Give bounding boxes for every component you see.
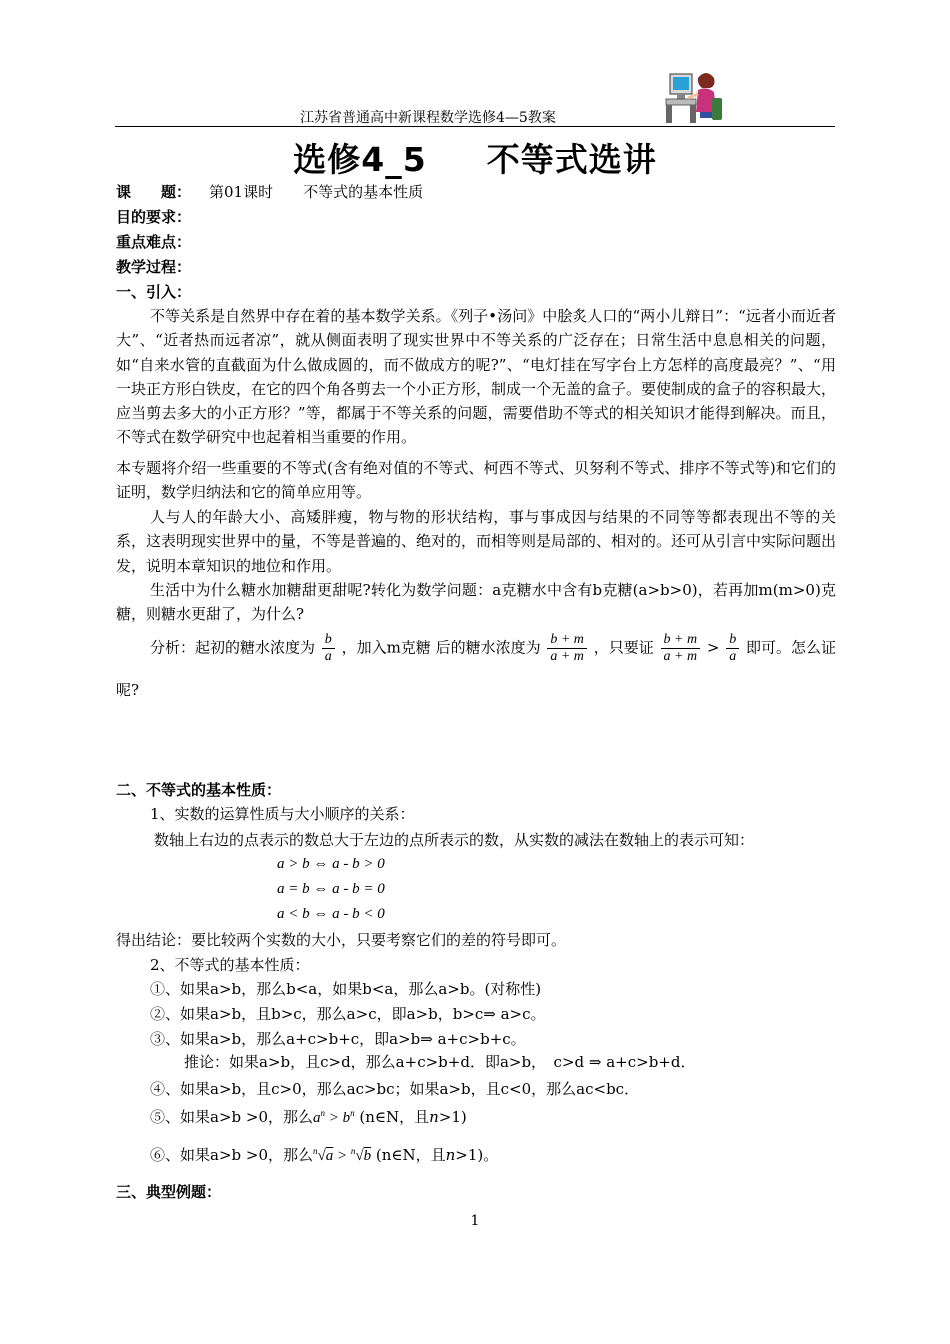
conclusion: 得出结论：要比较两个实数的大小，只要考察它们的差的符号即可。 <box>116 931 567 949</box>
property-6: ⑥、如果a>b >0，那么$^n$√a > $^n$√b (n∈N，且n>1)。 <box>150 1146 499 1164</box>
intro-paragraph-3: 人与人的年龄大小、高矮胖瘦，物与物的形状结构，事与事成因与结果的不同等等都表现出不等的关系，这表明现实世界中的量，不等是普遍的、绝对的，而相等则是局部的、相对的。还可从引言中实际问题出发，说明本章知识的地位和作用。 <box>116 508 837 575</box>
analysis-text-a: 分析：起初的糖水浓度为 <box>150 638 316 657</box>
running-header: 江苏省普通高中新课程数学选修4—5教案 <box>300 110 556 126</box>
lesson-line <box>116 180 423 204</box>
property-2: ②、如果a>b，且b>c，那么a>c，即a>b，b>c⇒ a>c。 <box>150 1005 546 1023</box>
header-rule <box>115 126 835 127</box>
equivalence-2: a = b ⇔ a - b = 0 <box>277 881 385 897</box>
analysis-text-b: ，加入m克糖 后的糖水浓度为 <box>341 638 541 657</box>
lesson-label: 课 题： <box>116 183 192 201</box>
goal-label: 目的要求： <box>116 208 192 226</box>
section3-heading: 三、典型例题： <box>116 1183 222 1201</box>
fraction-bm-over-am: $\frac{b + m}{a + m}$ <box>547 632 587 665</box>
analysis-text-c: ，只要证 <box>593 638 654 657</box>
key-points-label: 重点难点： <box>116 233 192 251</box>
property-5: ⑤、如果a>b >0，那么$a^n > b^n$ (n∈N，且n>1) <box>150 1108 467 1126</box>
property-3-corollary: 推论：如果a>b，且c>d，那么a+c>b+d．即a>b， c>d ⇒ a+c>b+d． <box>184 1053 696 1071</box>
title-right: 不等式选讲 <box>486 140 657 179</box>
greater-than-sign: > <box>706 638 720 657</box>
fraction-b-over-a-2: $\frac{b}{a}$ <box>726 632 739 665</box>
analysis-line <box>150 632 836 665</box>
property-1: ①、如果a>b，那么b<a，如果b<a，那么a>b。(对称性) <box>150 980 542 998</box>
equivalence-1: a > b ⇔ a - b > 0 <box>277 856 385 872</box>
intro-paragraph-2: 本专题将介绍一些重要的不等式(含有绝对值的不等式、柯西不等式、贝努利不等式、排序不等式等)和它们的证明，数学归纳法和它的简单应用等。 <box>116 459 836 502</box>
nth-root-b: √b <box>355 1148 372 1164</box>
sub1-heading: 1、实数的运算性质与大小顺序的关系： <box>150 805 415 823</box>
analysis-text-d: 即可。怎么证 <box>745 638 836 657</box>
property-3: ③、如果a>b，那么a+c>b+c，即a>b⇒ a+c>b+c。 <box>150 1030 526 1048</box>
analysis-tail: 呢? <box>116 681 140 699</box>
fraction-b-over-a: $\frac{b}{a}$ <box>322 632 335 665</box>
property-4: ④、如果a>b，且c>0，那么ac>bc；如果a>b，且c<0，那么ac<bc． <box>150 1080 640 1098</box>
sub2-heading: 2、不等式的基本性质： <box>150 956 310 974</box>
nth-root-a: √a <box>317 1148 334 1164</box>
lesson-value: 第01课时 不等式的基本性质 <box>209 183 424 201</box>
person-at-computer-icon <box>662 68 726 126</box>
page-number: 1 <box>470 1213 480 1229</box>
process-label: 教学过程： <box>116 258 192 276</box>
section1-heading: 一、引入： <box>116 283 192 301</box>
sub1-text: 数轴上右边的点表示的数总大于左边的点所表示的数，从实数的减法在数轴上的表示可知： <box>154 831 755 849</box>
intro-paragraph-1: 不等关系是自然界中存在着的基本数学关系。《列子•汤问》中脍炙人口的“两小儿辩日”：“远者小而近者大”、“近者热而远者凉”，就从侧面表明了现实世界中不等关系的广泛存在；日常生活中息息相关的问题，如“自来水管的直截面为什么做成圆的，而不做成方的呢?”、“电灯挂在写字台上方怎样的高度最亮？”、“用一块正方形白铁皮，在它的四个角各剪去一个小正方形，制成一个无盖的盒子。要使制成的盒子的容积最大，应当剪去多大的小正方形？”等，都属于不等关系的问题，需要借助不等式的相关知识才能得到解决。而且，不等式在数学研究中也起着相当重要的作用。 <box>116 307 837 447</box>
section2-heading: 二、不等式的基本性质： <box>116 781 282 799</box>
equivalence-3: a < b ⇔ a - b < 0 <box>277 906 385 922</box>
page-title <box>0 134 950 181</box>
intro-paragraph-4: 生活中为什么糖水加糖甜更甜呢?转化为数学问题：a克糖水中含有b克糖(a>b>0)，若再加m(m>0)克糖，则糖水更甜了，为什么? <box>116 581 836 624</box>
title-left: 选修4_5 <box>293 140 427 179</box>
fraction-bm-over-am-2: $\frac{b + m}{a + m}$ <box>661 632 701 665</box>
